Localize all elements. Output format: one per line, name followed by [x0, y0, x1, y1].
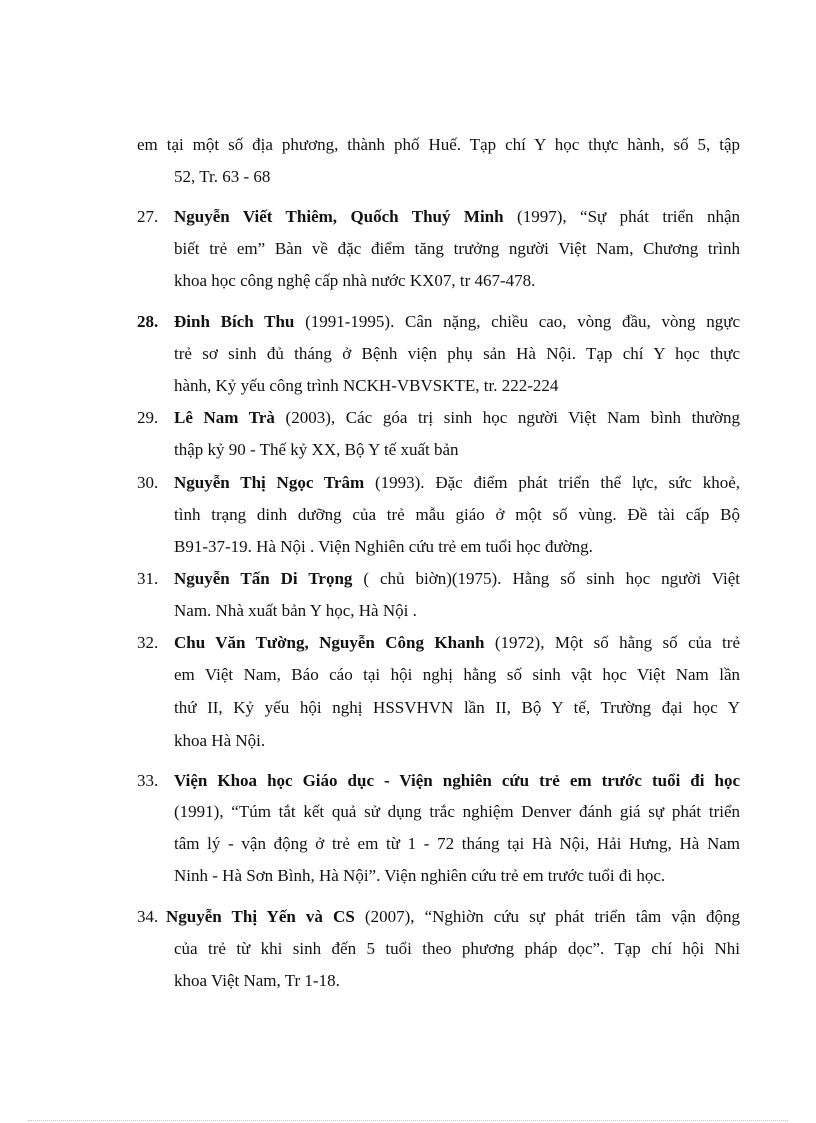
reference-author: Viện Khoa học Giáo dục - Viện nghiên cứu trẻ em trước tuổi đi học — [174, 771, 740, 790]
reference-line: biết trẻ em” Bàn về đặc điểm tăng trưởng người Việt Nam, Chương trình — [174, 239, 740, 258]
reference-29-line-1 — [174, 408, 740, 428]
reference-number: 28. — [137, 312, 159, 331]
reference-line: trẻ sơ sinh đủ tháng ở Bệnh viện phụ sản Hà Nội. Tạp chí Y học thực — [174, 344, 740, 363]
reference-34-line-1 — [166, 907, 740, 927]
reference-author: Nguyễn Thị Ngọc Trâm — [174, 473, 365, 492]
reference-text: (1991-1995). Cân nặng, chiều cao, vòng đầu, vòng ngực — [294, 312, 740, 331]
reference-text: (1997), “Sự phát triển nhận — [503, 207, 740, 226]
reference-number: 32. — [137, 633, 159, 652]
reference-author: Nguyễn Viết Thiêm, Quốch Thuý Minh — [174, 207, 504, 226]
reference-author: Chu Văn Tường, Nguyễn Công Khanh — [174, 633, 485, 652]
reference-32-line-1 — [174, 633, 740, 653]
reference-number: 29. — [137, 408, 159, 427]
reference-author: Nguyễn Thị Yến và CS — [166, 907, 355, 926]
reference-line: hành, Kỷ yếu công trình NCKH-VBVSKTE, tr. 222-224 — [174, 376, 559, 395]
reference-33-line-1 — [174, 771, 740, 791]
reference-number: 34. — [137, 907, 159, 926]
reference-text: ( chủ biờn)(1975). Hằng số sinh học người Việt — [352, 569, 740, 588]
reference-31-line-1 — [174, 569, 740, 589]
reference-line: tình trạng dinh dưỡng của trẻ mẫu giáo ở một số vùng. Đề tài cấp Bộ — [174, 505, 740, 524]
reference-line: B91-37-19. Hà Nội . Viện Nghiên cứu trẻ em tuổi học đường. — [174, 537, 593, 556]
reference-number: 31. — [137, 569, 159, 588]
reference-line: thập kỷ 90 - Thế kỷ XX, Bộ Y tế xuất bản — [174, 440, 459, 459]
reference-line: (1991), “Túm tắt kết quả sử dụng trắc nghiệm Denver đánh giá sự phát triển — [174, 802, 740, 821]
reference-continuation-line-2: 52, Tr. 63 - 68 — [174, 167, 271, 186]
reference-text: (1993). Đặc điểm phát triển thể lực, sức khoẻ, — [364, 473, 740, 492]
reference-continuation-line-1: em tại một số địa phương, thành phố Huế. Tạp chí Y học thực hành, số 5, tập — [137, 135, 740, 154]
reference-line: khoa học công nghệ cấp nhà nước KX07, tr 467-478. — [174, 271, 536, 290]
reference-line: tâm lý - vận động ở trẻ em từ 1 - 72 tháng tại Hà Nội, Hải Hưng, Hà Nam — [174, 834, 740, 853]
reference-line: Nam. Nhà xuất bản Y học, Hà Nội . — [174, 601, 417, 620]
reference-text: (2003), Các góa trị sinh học người Việt Nam bình thường — [274, 408, 741, 427]
page-bottom-divider — [28, 1120, 788, 1121]
reference-line: Ninh - Hà Sơn Bình, Hà Nội”. Viện nghiên cứu trẻ em trước tuổi đi học. — [174, 866, 666, 885]
reference-line: khoa Hà Nội. — [174, 731, 266, 750]
reference-30-line-1 — [174, 473, 740, 493]
reference-line: em Việt Nam, Báo cáo tại hội nghị hằng số sinh vật học Việt Nam lần — [174, 665, 740, 684]
reference-text: (1972), Một số hằng số của trẻ — [484, 633, 740, 652]
reference-line: của trẻ từ khi sinh đến 5 tuổi theo phương pháp dọc”. Tạp chí hội Nhi — [174, 939, 740, 958]
reference-author: Đinh Bích Thu — [174, 312, 295, 331]
reference-author: Lê Nam Trà — [174, 408, 275, 427]
reference-line: khoa Việt Nam, Tr 1-18. — [174, 971, 340, 990]
reference-number: 30. — [137, 473, 159, 492]
reference-number: 33. — [137, 771, 159, 790]
reference-28-line-1 — [174, 312, 740, 332]
reference-author: Nguyễn Tấn Di Trọng — [174, 569, 353, 588]
reference-number: 27. — [137, 207, 159, 226]
reference-line: thứ II, Kỷ yếu hội nghị HSSVHVN lần II, Bộ Y tế, Trường đại học Y — [174, 698, 740, 717]
reference-text: (2007), “Nghiờn cứu sự phát triển tâm vận động — [354, 907, 741, 926]
reference-27-line-1 — [174, 207, 740, 227]
